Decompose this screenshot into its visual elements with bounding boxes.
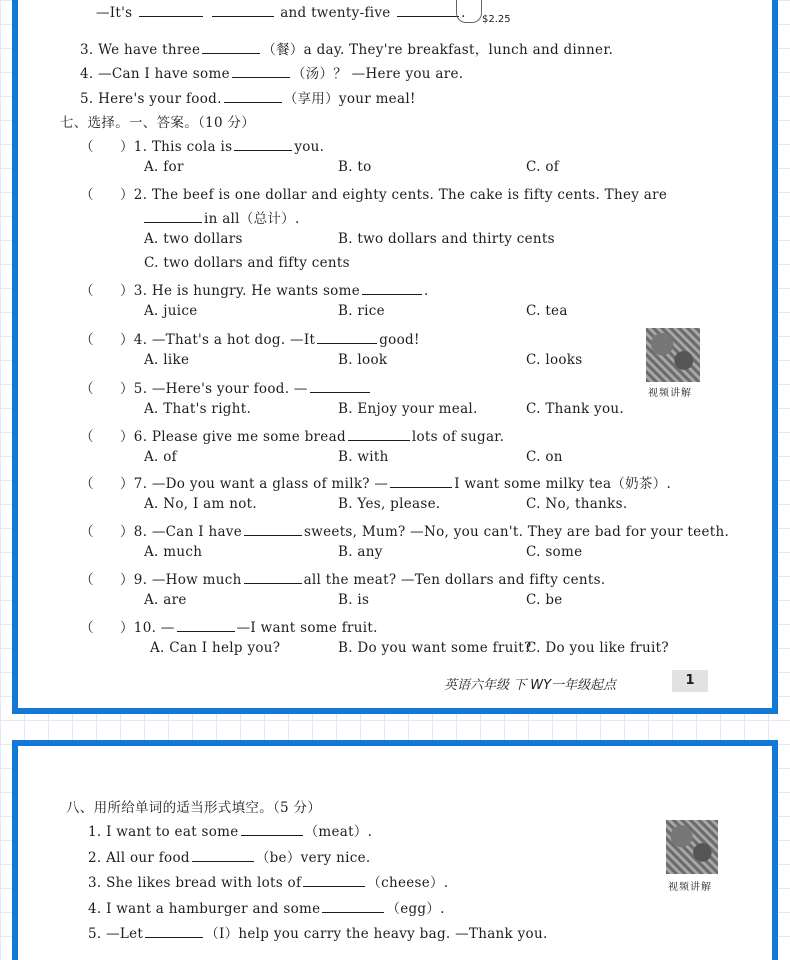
question-tail: good! (379, 332, 420, 348)
question-text: ）3. He is hungry. He wants some (120, 283, 360, 299)
question-9 (120, 568, 605, 588)
answer-blank[interactable] (139, 4, 203, 17)
question-text: ）2. The beef is one dollar and eighty cents. The cake is fifty cents. They are (120, 187, 668, 203)
qr-caption-2: 视频讲解 (668, 882, 712, 893)
question-8 (120, 520, 729, 540)
answer-paren[interactable]: （ (80, 429, 94, 445)
option-b[interactable]: B. rice (338, 303, 385, 319)
footer-text: 英语六年级 下 WY一年级起点 (444, 678, 617, 693)
option-b[interactable]: B. with (338, 449, 389, 465)
q3-line (80, 38, 613, 58)
answer-blank[interactable] (362, 282, 422, 295)
answer-blank[interactable] (144, 210, 202, 223)
answer-blank[interactable] (234, 138, 292, 151)
text: 3. We have three (80, 42, 201, 58)
question-text: ）5. —Here's your food. — (120, 381, 308, 397)
option-a[interactable]: A. are (144, 592, 187, 608)
question-1 (120, 135, 324, 155)
price-tag-icon (456, 0, 482, 23)
option-c[interactable]: C. No, thanks. (526, 496, 628, 512)
option-b[interactable]: B. any (338, 544, 383, 560)
item-text: 2. All our food (88, 850, 190, 866)
section-7-heading: 七、选择。一、答案。（10 分） (60, 115, 256, 131)
option-a[interactable]: A. two dollars (144, 231, 243, 247)
answer-paren[interactable]: （ (80, 476, 94, 492)
item-hint: （I）help you carry the heavy bag. —Thank you. (205, 926, 548, 942)
q4-line (80, 62, 463, 82)
answer-paren[interactable]: （ (80, 187, 94, 203)
question-tail: you. (294, 139, 325, 155)
answer-blank[interactable] (241, 823, 303, 836)
question-7 (120, 472, 671, 492)
option-b[interactable]: B. to (338, 159, 372, 175)
fill-item-3 (88, 871, 448, 891)
question-5 (120, 377, 372, 397)
question-text: ）7. —Do you want a glass of milk? — (120, 476, 389, 492)
question-text: ）8. —Can I have (120, 524, 243, 540)
answer-blank[interactable] (390, 475, 452, 488)
question-text: ）4. —That's a hot dog. —It (120, 332, 316, 348)
question-3 (120, 279, 429, 299)
question-text: ）10. — (120, 620, 175, 636)
option-a[interactable]: A. juice (144, 303, 198, 319)
text: 5. Here's your food. (80, 91, 222, 107)
question-tail: . (424, 283, 429, 299)
item-text: 3. She likes bread with lots of (88, 875, 302, 891)
option-c[interactable]: C. of (526, 159, 560, 175)
qr-code-image-2[interactable] (666, 820, 718, 874)
answer-blank[interactable] (348, 428, 410, 441)
item-hint: （egg）. (386, 901, 445, 917)
answer-paren[interactable]: （ (80, 524, 94, 540)
option-c[interactable]: C. two dollars and fifty cents (144, 255, 350, 271)
option-c[interactable]: C. some (526, 544, 583, 560)
answer-blank[interactable] (177, 619, 235, 632)
item-hint: （meat）. (304, 824, 373, 840)
option-b[interactable]: B. look (338, 352, 388, 368)
qr-code-image[interactable] (646, 328, 700, 382)
question-text: ）6. Please give me some bread (120, 429, 346, 445)
q5-line (80, 87, 416, 107)
answer-blank[interactable] (244, 571, 302, 584)
question-tail: —I want some fruit. (236, 620, 378, 636)
answer-blank[interactable] (224, 90, 282, 103)
option-a[interactable]: A. like (144, 352, 190, 368)
option-b[interactable]: B. Yes, please. (338, 496, 441, 512)
question-tail: sweets, Mum? —No, you can't. They are bad for your teeth. (304, 524, 730, 540)
question-tail: all the meat? —Ten dollars and fifty cents. (303, 572, 606, 588)
fill-item-1 (88, 820, 372, 840)
answer-blank[interactable] (322, 900, 384, 913)
option-a[interactable]: A. for (144, 159, 184, 175)
option-a[interactable]: A. Can I help you? (150, 640, 281, 656)
question-tail: lots of sugar. (411, 429, 505, 445)
option-b[interactable]: B. Enjoy your meal. (338, 401, 478, 417)
item-text: 5. —Let (88, 926, 144, 942)
text: in all（总计）. (204, 211, 300, 227)
option-b[interactable]: B. Do you want some fruit? (338, 640, 532, 656)
text: —It's (96, 5, 133, 21)
text: （汤）？ —Here you are. (291, 66, 464, 82)
qr-caption: 视频讲解 (648, 388, 692, 399)
answer-blank[interactable] (303, 874, 365, 887)
answer-blank[interactable] (212, 4, 274, 17)
option-c[interactable]: C. Do you like fruit? (526, 640, 669, 656)
text: and twenty-five (280, 5, 391, 21)
option-c[interactable]: C. tea (526, 303, 568, 319)
question-4 (120, 328, 420, 348)
answer-paren[interactable]: （ (80, 283, 94, 299)
question-text: ）1. This cola is (120, 139, 233, 155)
answer-paren[interactable]: （ (80, 381, 94, 397)
option-c[interactable]: C. looks (526, 352, 583, 368)
item-hint: （cheese）. (367, 875, 449, 891)
answer-blank[interactable] (202, 41, 260, 54)
question-continuation (142, 207, 300, 227)
option-c[interactable]: C. be (526, 592, 563, 608)
text: （享用）your meal! (283, 91, 416, 107)
fill-item-4 (88, 897, 445, 917)
page-number: 1 (672, 670, 708, 692)
question-2 (120, 183, 667, 203)
item-text: 4. I want a hamburger and some (88, 901, 321, 917)
question-10 (120, 616, 378, 636)
question-text: ）9. —How much (120, 572, 242, 588)
answer-blank[interactable] (317, 331, 377, 344)
answer-blank[interactable] (192, 849, 254, 862)
answer-paren[interactable]: （ (80, 332, 94, 348)
answer-paren[interactable]: （ (80, 620, 94, 636)
option-a[interactable]: A. much (144, 544, 203, 560)
option-a[interactable]: A. That's right. (144, 401, 252, 417)
fill-item-2 (88, 846, 370, 866)
answer-blank[interactable] (310, 380, 370, 393)
question-tail: I want some milky tea（奶茶）. (454, 476, 672, 492)
option-a[interactable]: A. of (144, 449, 177, 465)
text: （餐）a day. They're breakfast，lunch and dinner. (262, 42, 614, 58)
answer-blank[interactable] (244, 523, 302, 536)
question-6 (120, 425, 504, 445)
text: 4. —Can I have some (80, 66, 230, 82)
answer-blank[interactable] (397, 4, 459, 17)
option-c[interactable]: C. Thank you. (526, 401, 624, 417)
answer-blank[interactable] (232, 65, 290, 78)
answer-paren[interactable]: （ (80, 139, 94, 155)
fill-item-5 (88, 922, 548, 942)
price-label: $2.25 (482, 14, 511, 25)
option-b[interactable]: B. two dollars and thirty cents (338, 231, 555, 247)
option-c[interactable]: C. on (526, 449, 563, 465)
item-text: 1. I want to eat some (88, 824, 239, 840)
answer-paren[interactable]: （ (80, 572, 94, 588)
section-8-heading: 八、用所给单词的适当形式填空。（5 分） (66, 800, 322, 816)
option-b[interactable]: B. is (338, 592, 370, 608)
option-a[interactable]: A. No, I am not. (144, 496, 257, 512)
item-hint: （be）very nice. (255, 850, 371, 866)
fill-line-its: —It's and twenty-five . (96, 5, 466, 21)
answer-blank[interactable] (145, 925, 203, 938)
